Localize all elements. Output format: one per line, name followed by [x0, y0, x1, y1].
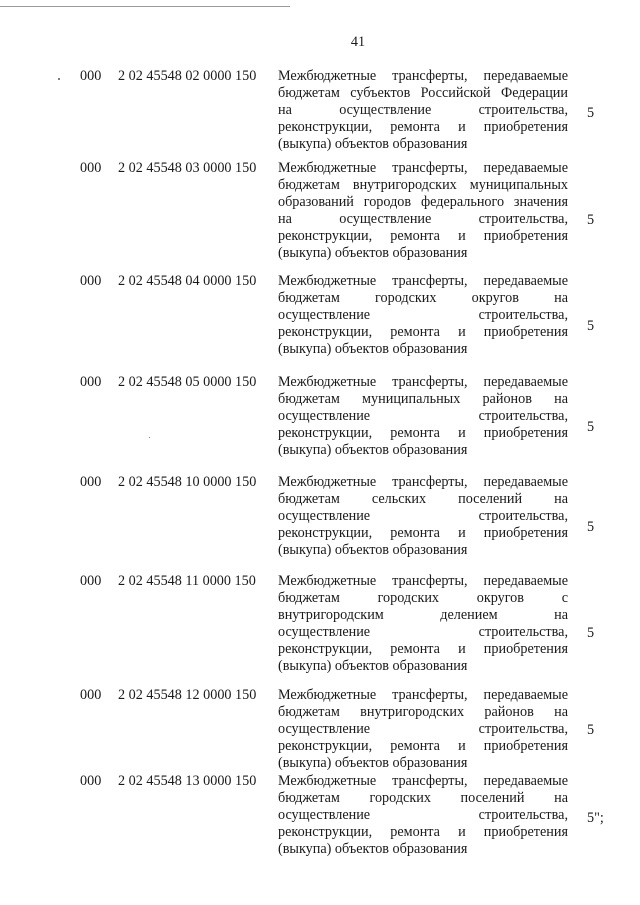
budget-classification-code: 2 02 45548 02 0000 150: [118, 68, 257, 84]
income-description: [278, 573, 568, 675]
description-line: бюджетам сельских поселений на: [278, 491, 568, 507]
admin-code: 000: [80, 474, 102, 490]
admin-code: 000: [80, 374, 102, 390]
description-line: внутригородским делением на: [278, 607, 568, 623]
description-line: реконструкции, ремонта и приобретения: [278, 824, 568, 840]
description-line: (выкупа) объектов образования: [278, 442, 468, 458]
description-line: бюджетам городских поселений на: [278, 790, 568, 806]
description-line: реконструкции, ремонта и приобретения: [278, 228, 568, 244]
income-description: [278, 773, 568, 858]
value-cell: 5: [587, 318, 595, 334]
budget-classification-code: 2 02 45548 05 0000 150: [118, 374, 257, 390]
description-line: Межбюджетные трансферты, передаваемые: [278, 474, 568, 490]
description-line: реконструкции, ремонта и приобретения: [278, 641, 568, 657]
description-line: Межбюджетные трансферты, передаваемые: [278, 160, 568, 176]
description-line: на осуществление строительства,: [278, 102, 568, 118]
description-line: осуществление строительства,: [278, 721, 568, 737]
description-line: реконструкции, ремонта и приобретения: [278, 738, 568, 754]
page-number: 41: [350, 34, 366, 50]
description-line: осуществление строительства,: [278, 307, 568, 323]
budget-classification-code: 2 02 45548 11 0000 150: [118, 573, 256, 589]
description-line: (выкупа) объектов образования: [278, 136, 468, 152]
description-line: бюджетам городских округов на: [278, 290, 568, 306]
income-description: [278, 687, 568, 772]
description-line: реконструкции, ремонта и приобретения: [278, 525, 568, 541]
budget-classification-code: 2 02 45548 10 0000 150: [118, 474, 257, 490]
description-line: бюджетам внутригородских районов на: [278, 704, 568, 720]
description-line: Межбюджетные трансферты, передаваемые: [278, 773, 568, 789]
description-line: реконструкции, ремонта и приобретения: [278, 425, 568, 441]
value-cell: 5";: [587, 810, 604, 826]
description-line: осуществление строительства,: [278, 807, 568, 823]
income-description: [278, 474, 568, 559]
value-cell: 5: [587, 105, 595, 121]
description-line: Межбюджетные трансферты, передаваемые: [278, 687, 568, 703]
description-line: бюджетам городских округов с: [278, 590, 568, 606]
description-line: бюджетам субъектов Российской Федерации: [278, 85, 568, 101]
description-line: реконструкции, ремонта и приобретения: [278, 119, 568, 135]
income-description: [278, 273, 568, 358]
description-line: Межбюджетные трансферты, передаваемые: [278, 374, 568, 390]
description-line: (выкупа) объектов образования: [278, 245, 468, 261]
description-line: (выкупа) объектов образования: [278, 341, 468, 357]
description-line: реконструкции, ремонта и приобретения: [278, 324, 568, 340]
admin-code: 000: [80, 68, 102, 84]
description-line: осуществление строительства,: [278, 408, 568, 424]
admin-code: 000: [80, 160, 102, 176]
admin-code: 000: [80, 773, 102, 789]
scan-speck: [149, 437, 150, 438]
description-line: образований городов федерального значения: [278, 194, 568, 210]
value-cell: 5: [587, 625, 595, 641]
description-line: (выкупа) объектов образования: [278, 841, 468, 857]
budget-classification-code: 2 02 45548 13 0000 150: [118, 773, 257, 789]
description-line: Межбюджетные трансферты, передаваемые: [278, 273, 568, 289]
value-cell: 5: [587, 212, 595, 228]
budget-classification-code: 2 02 45548 03 0000 150: [118, 160, 257, 176]
income-description: [278, 68, 568, 153]
value-cell: 5: [587, 722, 595, 738]
scan-speck: [58, 78, 60, 80]
scan-edge-line: [0, 6, 290, 7]
income-description: [278, 374, 568, 459]
description-line: осуществление строительства,: [278, 624, 568, 640]
value-cell: 5: [587, 419, 595, 435]
income-description: [278, 160, 568, 262]
description-line: Межбюджетные трансферты, передаваемые: [278, 68, 568, 84]
description-line: на осуществление строительства,: [278, 211, 568, 227]
description-line: осуществление строительства,: [278, 508, 568, 524]
description-line: (выкупа) объектов образования: [278, 542, 468, 558]
description-line: бюджетам внутригородских муниципальных: [278, 177, 568, 193]
admin-code: 000: [80, 273, 102, 289]
description-line: бюджетам муниципальных районов на: [278, 391, 568, 407]
budget-classification-code: 2 02 45548 04 0000 150: [118, 273, 257, 289]
admin-code: 000: [80, 573, 102, 589]
value-cell: 5: [587, 519, 595, 535]
description-line: (выкупа) объектов образования: [278, 658, 468, 674]
admin-code: 000: [80, 687, 102, 703]
description-line: (выкупа) объектов образования: [278, 755, 468, 771]
budget-classification-code: 2 02 45548 12 0000 150: [118, 687, 257, 703]
description-line: Межбюджетные трансферты, передаваемые: [278, 573, 568, 589]
